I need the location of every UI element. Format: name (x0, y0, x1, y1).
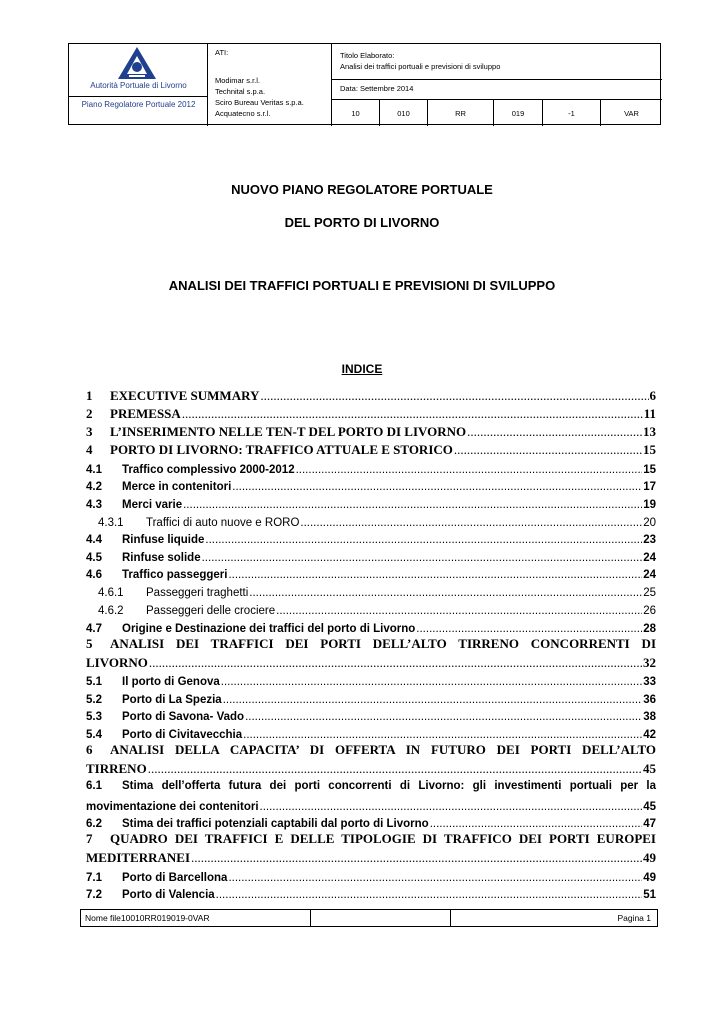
toc-title-line (86, 830, 656, 848)
toc-number: 5 (86, 635, 93, 651)
toc-entry[interactable] (86, 777, 656, 813)
toc-leader (232, 481, 642, 493)
toc-page: 45 (643, 760, 656, 776)
toc-entry[interactable] (86, 884, 656, 902)
toc-number: 4.4 (86, 534, 102, 546)
footer-file-name: Nome file10010RR019019-0VAR (81, 910, 311, 926)
toc-leader (276, 605, 642, 617)
toc-page: 17 (643, 481, 656, 493)
toc-number: 4.3 (86, 498, 102, 511)
toc-title: L’INSERIMENTO NELLE TEN-T DEL PORTO DI LIVORNO (110, 424, 467, 439)
toc-page: 28 (643, 622, 656, 635)
toc-leader (205, 534, 642, 546)
toc-page: 11 (643, 406, 656, 421)
toc-entry[interactable] (86, 458, 656, 476)
toc-entry[interactable] (86, 635, 656, 671)
authority-name: Autorità Portuale di Livorno (90, 81, 187, 90)
toc-title: TIRRENO (86, 760, 147, 776)
toc-page: 32 (643, 654, 656, 670)
toc-number: 4.6.2 (98, 605, 124, 617)
document-subtitle: ANALISI DEI TRAFFICI PORTUALI E PREVISIONI DI SVILUPPO (168, 278, 556, 293)
toc-page: 42 (643, 728, 656, 741)
toc-page: 19 (643, 498, 656, 511)
toc-number: 4.2 (86, 481, 102, 493)
document-footer (80, 909, 658, 927)
toc-leader (202, 552, 643, 564)
toc-number: 5.4 (86, 728, 102, 741)
toc-page: 25 (643, 587, 656, 599)
document-header (68, 43, 661, 125)
toc-leader (182, 406, 643, 422)
toc-title: EXECUTIVE SUMMARY (110, 388, 260, 403)
toc-title: PORTO DI LIVORNO: TRAFFICO ATTUALE E STORICO (110, 442, 453, 457)
toc-title: Rinfuse liquide (122, 534, 205, 546)
toc-title: Passeggeri traghetti (146, 587, 249, 599)
toc-entry[interactable] (86, 386, 656, 404)
toc-number: 5.1 (86, 676, 102, 688)
title-value: Analisi dei traffici portuali e previsioni di sviluppo (340, 62, 501, 71)
divider (69, 96, 208, 97)
toc-number: 1 (86, 388, 93, 403)
ati-member: Sciro Bureau Veritas s.p.a. (215, 98, 304, 107)
toc-entry[interactable] (86, 723, 656, 741)
toc-entry[interactable] (86, 671, 656, 689)
toc-title: LIVORNO (86, 654, 148, 670)
toc-page: 24 (643, 551, 656, 564)
toc-entry[interactable] (86, 599, 656, 617)
toc-leader (223, 694, 643, 706)
toc-leader (216, 889, 643, 901)
toc-number: 7.2 (86, 889, 102, 901)
toc-entry[interactable] (86, 564, 656, 582)
toc-page: 33 (643, 676, 656, 688)
toc-leader (249, 587, 642, 599)
toc-title: Origine e Destinazione dei traffici del porto di Livorno (122, 622, 416, 635)
toc-leader (149, 655, 642, 671)
toc-title-line (86, 741, 656, 759)
ati-member: Acquatecno s.r.l. (215, 109, 271, 118)
toc-entry[interactable] (86, 617, 656, 635)
toc-number: 6 (86, 741, 93, 757)
toc-title: Porto di Valencia (122, 889, 215, 901)
toc-entry[interactable] (86, 581, 656, 599)
toc-title: ANALISI DEI TRAFFICI DEI PORTI DELL’ALTO TIRRENO CONCORRENTI DI (110, 635, 656, 651)
toc-number: 4.5 (86, 551, 102, 564)
toc-number: 7 (86, 831, 93, 846)
toc-leader (416, 623, 642, 635)
toc-leader (183, 499, 642, 511)
toc-title: Porto di Civitavecchia (122, 728, 243, 741)
toc-page: 15 (643, 442, 656, 457)
date-cell: Data: Settembre 2014 (332, 80, 662, 100)
toc-title: Traffico passeggeri (122, 569, 228, 581)
toc-leader (454, 442, 642, 458)
toc-entry[interactable] (86, 688, 656, 706)
toc-title: Porto di Barcellona (122, 871, 228, 884)
toc-title: Stima dei traffici potenziali captabili dal porto di Livorno (122, 818, 429, 830)
toc-title: Porto di La Spezia (122, 693, 222, 706)
toc-leader (296, 464, 643, 476)
toc-page: 24 (643, 569, 656, 581)
toc-leader (228, 569, 642, 581)
toc-title: movimentazione dei contenitori (86, 800, 259, 813)
toc-leader (260, 801, 643, 813)
toc-number: 4.7 (86, 622, 102, 635)
authority-cell (69, 44, 208, 126)
toc-entry[interactable] (86, 813, 656, 831)
plan-name: Piano Regolatore Portuale 2012 (81, 100, 196, 109)
toc-page: 49 (643, 850, 656, 865)
footer-page-number: Pagina 1 (617, 913, 651, 923)
code-cell: -1 (543, 100, 601, 126)
ati-member: Modimar s.r.l. (215, 76, 261, 85)
toc-leader (221, 676, 642, 688)
code-cell: 10 (332, 100, 380, 126)
toc-title-line (86, 635, 656, 653)
toc-entry[interactable] (86, 476, 656, 494)
toc-number: 3 (86, 424, 93, 439)
toc-page: 36 (643, 693, 656, 706)
toc-page: 13 (643, 424, 656, 439)
ati-member: Technital s.p.a. (215, 87, 266, 96)
toc-title: QUADRO DEI TRAFFICI E DELLE TIPOLOGIE DI TRAFFICO DEI PORTI EUROPEI (110, 831, 656, 846)
toc-number: 6.1 (86, 779, 102, 792)
toc-title: Porto di Savona- Vado (122, 711, 245, 723)
footer-middle-cell (311, 910, 451, 926)
toc-title: Traffico complessivo 2000-2012 (122, 463, 295, 476)
toc-entry[interactable] (86, 404, 656, 422)
toc-title: Stima dell’offerta futura dei porti concorrenti di Livorno: gli investimenti portuali per la (122, 779, 656, 792)
toc-number: 5.2 (86, 693, 102, 706)
toc-title: Passeggeri delle crociere (146, 605, 276, 617)
code-cell: 019 (494, 100, 543, 126)
toc-entry[interactable] (86, 546, 656, 564)
toc-entry[interactable] (86, 741, 656, 777)
table-of-contents (86, 386, 656, 901)
toc-title: PREMESSA (110, 406, 181, 421)
toc-number: 4.6 (86, 569, 102, 581)
toc-page: 38 (643, 711, 656, 723)
toc-number: 7.1 (86, 871, 102, 884)
toc-leader (300, 517, 642, 529)
toc-page: 45 (643, 800, 656, 813)
code-cell: VAR (624, 108, 639, 118)
document-title-line2: DEL PORTO DI LIVORNO (284, 215, 440, 230)
toc-leader (260, 388, 648, 404)
code-cell: RR (428, 100, 494, 126)
toc-title: Il porto di Genova (122, 676, 220, 688)
toc-number: 5.3 (86, 711, 102, 723)
toc-title: ANALISI DELLA CAPACITA’ DI OFFERTA IN FUTURO DEI PORTI DELL’ALTO (110, 741, 656, 757)
title-label: Titolo Elaborato: (340, 51, 395, 60)
toc-leader (467, 424, 642, 440)
toc-leader (228, 872, 642, 884)
ati-label: ATI: (215, 48, 229, 57)
toc-title: Merce in contenitori (122, 481, 232, 493)
toc-leader (243, 729, 642, 741)
document-title: NUOVO PIANO REGOLATORE PORTUALE (231, 182, 493, 197)
ati-cell (208, 44, 332, 126)
toc-title: MEDITERRANEI (86, 850, 191, 865)
toc-title-line (86, 777, 656, 795)
toc-number: 4.3.1 (98, 516, 124, 529)
toc-number: 4 (86, 442, 93, 457)
toc-number: 6.2 (86, 818, 102, 830)
toc-page: 15 (643, 463, 656, 476)
code-row (332, 100, 662, 126)
toc-leader (191, 850, 642, 866)
index-heading: INDICE (341, 362, 383, 376)
toc-number: 4.6.1 (98, 587, 124, 599)
code-cell: 010 (380, 100, 428, 126)
toc-entry[interactable] (86, 706, 656, 724)
toc-page: 20 (643, 516, 656, 529)
toc-number: 4.1 (86, 463, 102, 476)
toc-number: 2 (86, 406, 93, 421)
toc-page: 26 (643, 605, 656, 617)
toc-page: 47 (643, 818, 656, 830)
toc-entry[interactable] (86, 493, 656, 511)
toc-title: Rinfuse solide (122, 551, 201, 564)
toc-page: 6 (649, 388, 656, 403)
toc-title: Merci varie (122, 498, 183, 511)
toc-leader (148, 761, 642, 777)
toc-page: 51 (643, 889, 656, 901)
toc-entry[interactable] (86, 440, 656, 458)
toc-entry[interactable] (86, 866, 656, 884)
title-cell (332, 44, 662, 80)
toc-entry[interactable] (86, 529, 656, 547)
toc-entry[interactable] (86, 511, 656, 529)
toc-title: Traffici di auto nuove e RORO (146, 516, 300, 529)
toc-page: 23 (643, 534, 656, 546)
toc-page: 49 (643, 871, 656, 884)
toc-leader (245, 711, 642, 723)
toc-leader (430, 818, 643, 830)
toc-entry[interactable] (86, 422, 656, 440)
toc-entry[interactable] (86, 830, 656, 866)
authority-logo-icon (117, 46, 157, 80)
